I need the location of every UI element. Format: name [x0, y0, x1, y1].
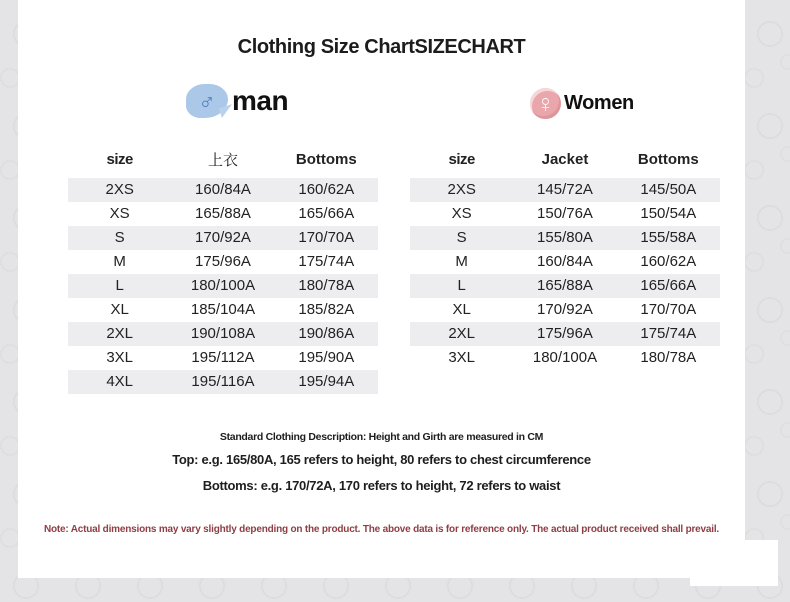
size-cell: 165/88A [537, 277, 593, 294]
size-cell: 180/78A [640, 349, 697, 366]
size-cell: 160/84A [195, 181, 251, 198]
size-cell: 145/50A [640, 181, 697, 198]
size-cell: 3XL [106, 349, 134, 366]
size-cell: L [457, 277, 466, 294]
size-cell: 195/94A [298, 373, 355, 390]
size-cell: 145/72A [537, 181, 593, 198]
women-size-row [410, 346, 720, 370]
male-icon: ♂ [186, 84, 228, 118]
size-cell: 165/66A [640, 277, 697, 294]
size-cell: 3XL [448, 349, 476, 366]
size-cell: 190/86A [298, 325, 355, 342]
size-cell: 165/88A [195, 205, 251, 222]
size-cell: 150/54A [640, 205, 697, 222]
women-size-row [410, 250, 720, 274]
size-cell: 160/62A [298, 181, 355, 198]
size-cell: 155/80A [537, 229, 593, 246]
description-bottoms: Bottoms: e.g. 170/72A, 170 refers to height, 72 refers to waist [202, 478, 561, 493]
size-cell: 185/82A [298, 301, 355, 318]
size-cell: M [455, 253, 468, 270]
size-cell: 180/100A [532, 349, 598, 366]
size-cell: 2XS [447, 181, 476, 198]
size-cell: 175/74A [298, 253, 355, 270]
size-cell: 165/66A [298, 205, 355, 222]
size-cell: 160/84A [537, 253, 593, 270]
women-size-row [410, 298, 720, 322]
women-size-table [410, 140, 720, 370]
women-section-header [530, 88, 634, 119]
size-cell: 155/58A [640, 229, 697, 246]
men-size-row [68, 178, 378, 202]
size-cell: 150/76A [537, 205, 593, 222]
size-cell: M [113, 253, 126, 270]
size-cell: 2XL [106, 325, 134, 342]
women-size-row [410, 322, 720, 346]
women-section-label: Women [564, 92, 634, 114]
women-size-row [410, 202, 720, 226]
size-cell: L [115, 277, 124, 294]
size-cell: 170/70A [640, 301, 697, 318]
men-size-table [68, 140, 378, 394]
size-cell: 190/108A [190, 325, 256, 342]
women-col-size: size [448, 150, 475, 168]
size-cell: 160/62A [640, 253, 697, 270]
size-cell: 195/90A [298, 349, 355, 366]
size-cell: 195/112A [191, 349, 255, 366]
size-cell: 185/104A [190, 301, 256, 318]
size-cell: 175/96A [537, 325, 593, 342]
size-cell: 195/116A [191, 373, 255, 390]
men-size-row [68, 370, 378, 394]
women-table-body [410, 178, 720, 370]
women-size-row [410, 226, 720, 250]
women-col-jacket: Jacket [541, 150, 589, 168]
size-cell: 180/78A [298, 277, 355, 294]
women-size-row [410, 178, 720, 202]
men-section-label: man [232, 85, 289, 116]
size-cell: 4XL [106, 373, 134, 390]
men-size-row [68, 298, 378, 322]
size-cell: 2XS [105, 181, 134, 198]
men-col-top: 上衣 [207, 151, 238, 169]
men-size-row [68, 346, 378, 370]
size-cell: XS [109, 205, 130, 222]
size-cell: XS [451, 205, 472, 222]
size-cell: 170/92A [195, 229, 251, 246]
content-panel [18, 0, 745, 578]
men-size-row [68, 250, 378, 274]
men-size-row [68, 202, 378, 226]
men-col-size: size [106, 150, 133, 168]
description-standard: Standard Clothing Description: Height and Girth are measured in CM [219, 431, 544, 443]
size-cell: 170/70A [298, 229, 355, 246]
size-cell: 2XL [448, 325, 476, 342]
size-cell: XL [452, 301, 471, 318]
men-size-row [68, 274, 378, 298]
men-section-header [186, 84, 288, 118]
size-cell: 175/96A [195, 253, 251, 270]
size-cell: 170/92A [537, 301, 593, 318]
women-table-header [410, 140, 720, 178]
description-top: Top: e.g. 165/80A, 165 refers to height, 80 refers to chest circumference [172, 452, 591, 467]
women-size-row [410, 274, 720, 298]
men-size-row [68, 322, 378, 346]
women-col-bottoms: Bottoms [637, 150, 699, 168]
men-col-bottoms: Bottoms [295, 150, 357, 168]
size-cell: 175/74A [640, 325, 697, 342]
men-table-body [68, 178, 378, 394]
page-title: Clothing Size ChartSIZECHART [237, 36, 526, 58]
size-cell: S [456, 229, 467, 246]
men-table-header [68, 140, 378, 178]
size-cell: S [114, 229, 125, 246]
size-cell: XL [110, 301, 129, 318]
men-size-row [68, 226, 378, 250]
female-icon: ♀ [530, 88, 561, 119]
size-cell: 180/100A [190, 277, 256, 294]
reference-note: Note: Actual dimensions may vary slightly depending on the product. The above data is for reference only. The actual product received shall prevail. [43, 524, 719, 535]
